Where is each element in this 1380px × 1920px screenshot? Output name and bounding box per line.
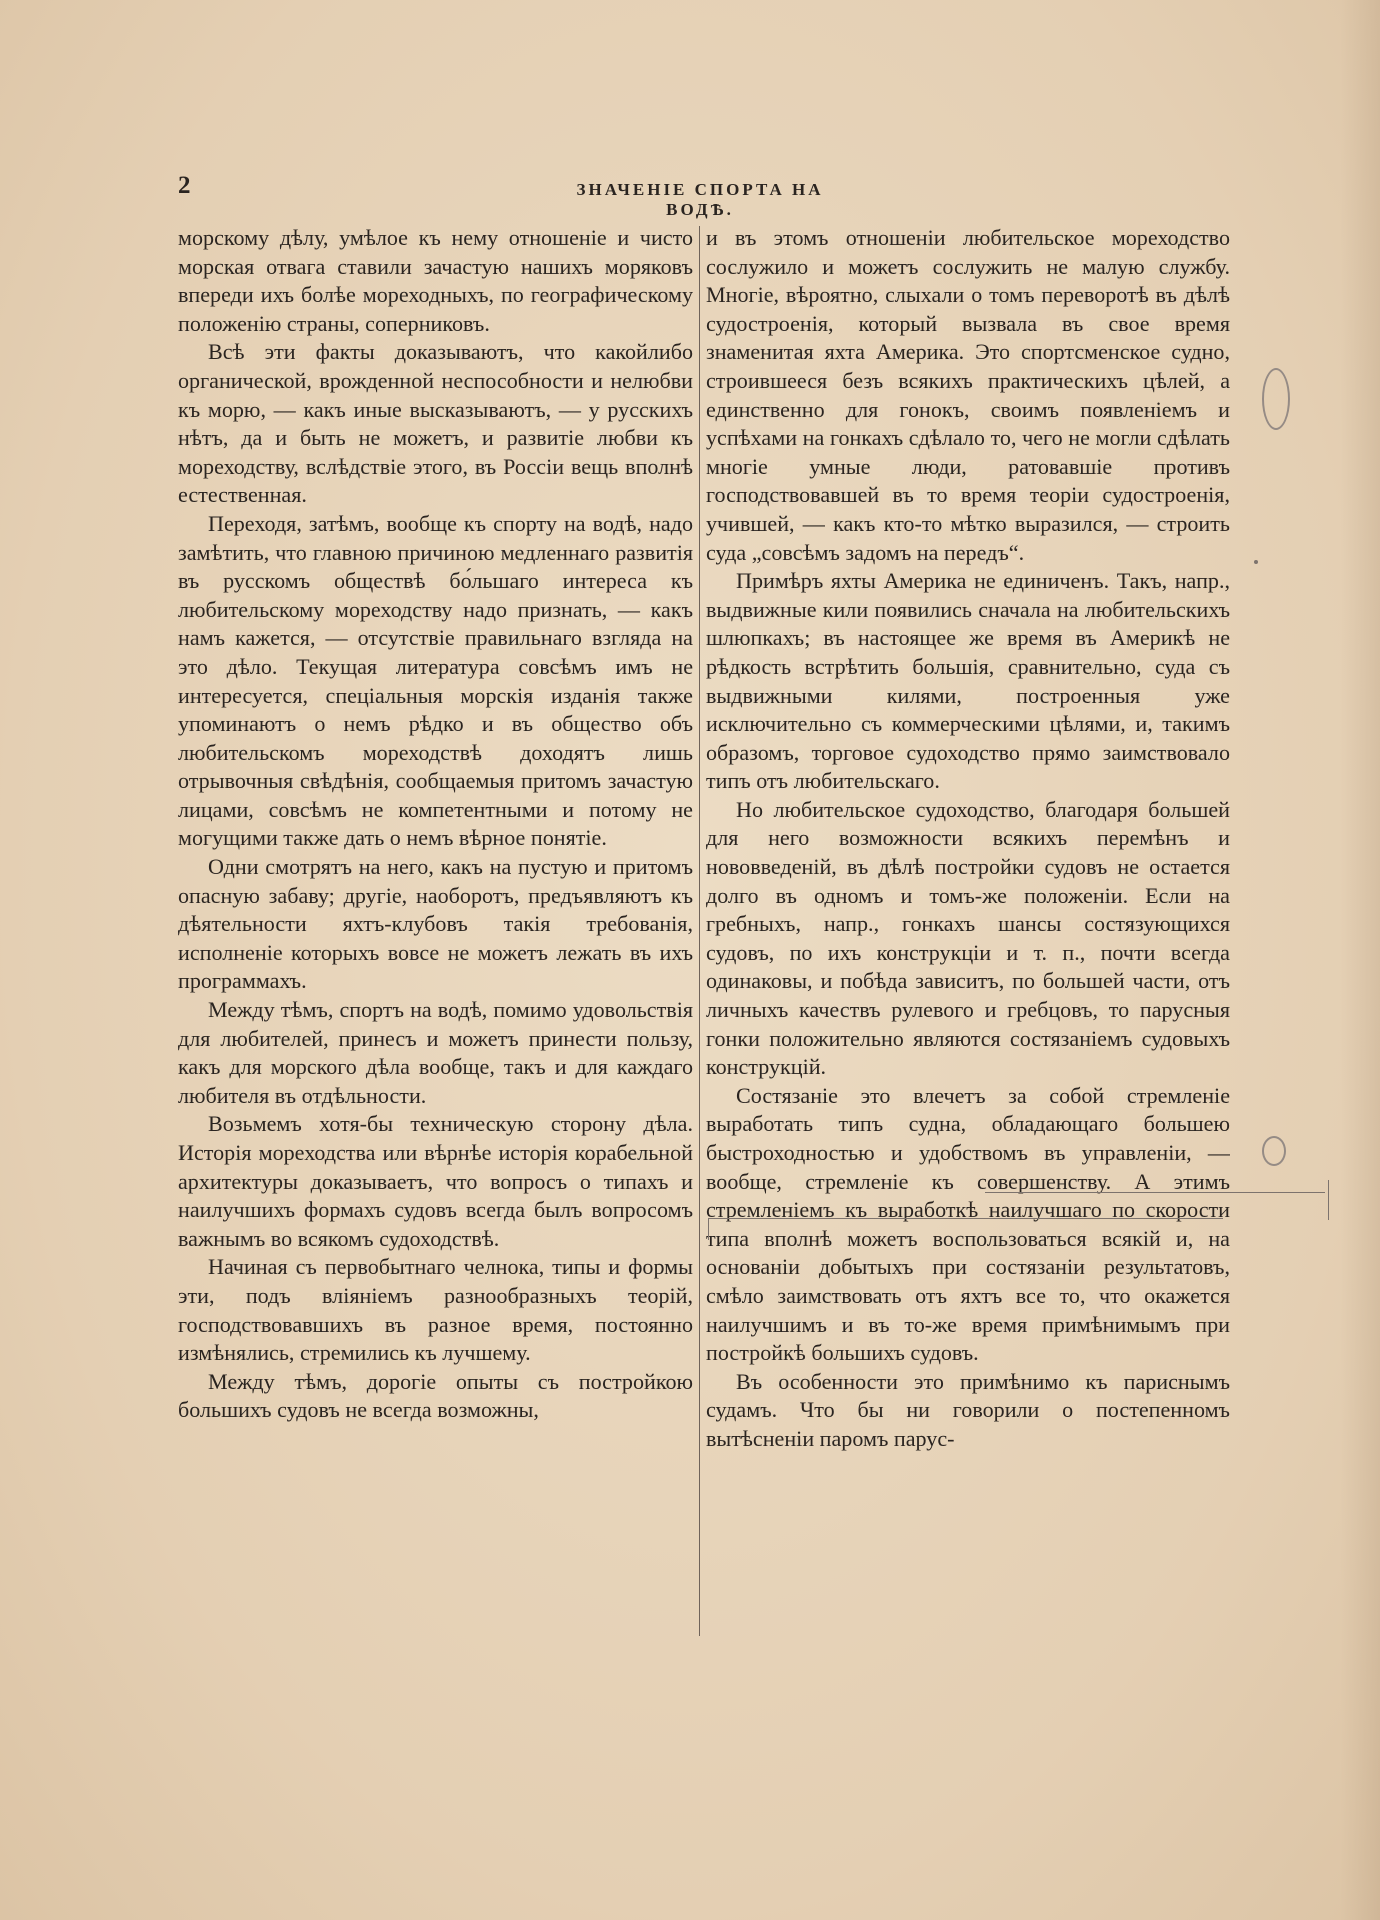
paragraph: Переходя, затѣмъ, вообще къ спорту на водѣ, надо замѣтить, что главною причиною медленнаго развитія въ русскомъ обществѣ бо́льшаго интереса къ любительскому мореходству надо признать, — какъ намъ кажется, — отсутствіе правильнаго взгляда на это дѣло. Текущая литература совсѣмъ имъ не интересуется, спеціальныя морскія изданія также упоминаютъ о немъ рѣдко и въ общество объ любительскомъ мореходствѣ доходятъ лишь отрывочныя свѣдѣнія, сообщаемыя притомъ зачастую лицами, совсѣмъ не компетентными и потому не могущими также дать о немъ вѣрное понятіе.: [178, 510, 693, 851]
pencil-mark-loop: [1262, 368, 1290, 430]
paragraph: Между тѣмъ, дорогіе опыты съ постройкою большихъ судовъ не всегда возможны,: [178, 1368, 693, 1423]
pencil-mark-cross: [1328, 1180, 1329, 1220]
page-number: 2: [178, 172, 191, 199]
paragraph: Всѣ эти факты доказываютъ, что какойлибо органической, врожденной неспособности и нелюбви къ морю, — какъ иные высказываютъ, — у русскихъ нѣтъ, да и быть не можетъ, и развитіе любви къ мореходству, вслѣдствіе этого, въ Россіи вещь вполнѣ естественная.: [178, 339, 693, 508]
paragraph: морскому дѣлу, умѣлое къ нему отношеніе и чисто морская отвага ставили зачастую нашихъ моряковъ впереди ихъ болѣе мореходныхъ, по географическому положенію страны, соперниковъ.: [178, 225, 693, 336]
paragraph: Примѣръ яхты Америка не единиченъ. Такъ, напр., выдвижные кили появились сначала на любительскихъ шлюпкахъ; въ настоящее же время въ Америкѣ не рѣдкость встрѣтить большія, сравнительно, суда съ выдвижными килями, построенныя уже исключительно съ коммерческими цѣлями, и, такимъ образомъ, торговое судоходство прямо заимствовало типъ отъ любительскаго.: [706, 568, 1230, 794]
pencil-mark-underline: [708, 1218, 1223, 1219]
left-text-column: [178, 224, 693, 1644]
running-title: ЗНАЧЕНІЕ СПОРТА НА ВОДѢ.: [576, 180, 824, 219]
paragraph: Между тѣмъ, спортъ на водѣ, помимо удовольствія для любителей, принесъ и можетъ принести пользу, какъ для морского дѣла вообще, такъ и для каждаго любителя въ отдѣльности.: [178, 997, 693, 1108]
paragraph: и въ этомъ отношеніи любительское мореходство сослужило и можетъ сослужить не малую службу. Многіе, вѣроятно, слыхали о томъ переворотѣ въ дѣлѣ судостроенія, который вызвала въ свое время знаменитая яхта Америка. Это спортсменское судно, строившееся безъ всякихъ практическихъ цѣлей, а единственно для гонокъ, своимъ появленіемъ и успѣхами на гонкахъ сдѣлало то, чего не могли сдѣлать многіе умные люди, ратовавшіе противъ господствовавшей въ то время теоріи судостроенія, учившей, — какъ кто-то мѣтко выразился, — строить суда „совсѣмъ задомъ на передъ“.: [706, 225, 1230, 565]
pencil-mark-tick: [708, 1218, 721, 1240]
pencil-mark-circle: [1262, 1136, 1286, 1166]
paper-edge-shading: [1340, 0, 1380, 1920]
pencil-mark-line: [985, 1192, 1325, 1193]
paragraph: Одни смотрятъ на него, какъ на пустую и притомъ опасную забаву; другіе, наоборотъ, предъявляютъ къ дѣятельности яхтъ-клубовъ такія требованія, исполненіе которыхъ вовсе не можетъ лежать въ ихъ программахъ.: [178, 854, 693, 994]
paragraph: Начиная съ первобытнаго челнока, типы и формы эти, подъ вліяніемъ разнообразныхъ теорій, господствовавшихъ въ разное время, постоянно измѣнялись, стремились къ лучшему.: [178, 1254, 693, 1366]
paragraph: Возьмемъ хотя-бы техническую сторону дѣла. Исторія мореходства или вѣрнѣе исторія корабельной архитектуры доказываетъ, что вопросъ о типахъ и наилучшихъ формахъ судовъ всегда былъ вопросомъ важнымъ во всякомъ судоходствѣ.: [178, 1111, 693, 1251]
paragraph: Состязаніе это влечетъ за собой стремленіе выработать типъ судна, обладающаго большею быстроходностью и удобствомъ въ управленіи, — вообще, стремленіе къ совершенству. А этимъ стремленіемъ къ выработкѣ наилучшаго по скорости типа вполнѣ можетъ воспользоваться всякій и, на основаніи добытыхъ при состязаніи результатовъ, смѣло заимствовать отъ яхтъ все то, что окажется наилучшимъ и въ то-же время примѣнимымъ при постройкѣ большихъ судовъ.: [706, 1082, 1230, 1366]
paragraph: Въ особенности это примѣнимо къ париснымъ судамъ. Что бы ни говорили о постепенномъ вытѣсненіи паромъ парус-: [706, 1368, 1230, 1451]
pencil-mark-dot: [1254, 560, 1258, 564]
right-text-column: [706, 224, 1230, 1644]
column-divider: [699, 226, 700, 1636]
paragraph: Но любительское судоходство, благодаря большей для него возможности всякихъ перемѣнъ и нововведеній, въ дѣлѣ постройки судовъ не остается долго въ одномъ и томъ-же положеніи. Если на гребныхъ, напр., гонкахъ шансы состязующихся судовъ, по ихъ конструкціи и т. п., почти всегда одинаковы, и побѣда зависитъ, по большей части, отъ личныхъ качествъ рулевого и гребцовъ, то парусныя гонки положительно являются состязаніемъ судовыхъ конструкцій.: [706, 796, 1230, 1080]
